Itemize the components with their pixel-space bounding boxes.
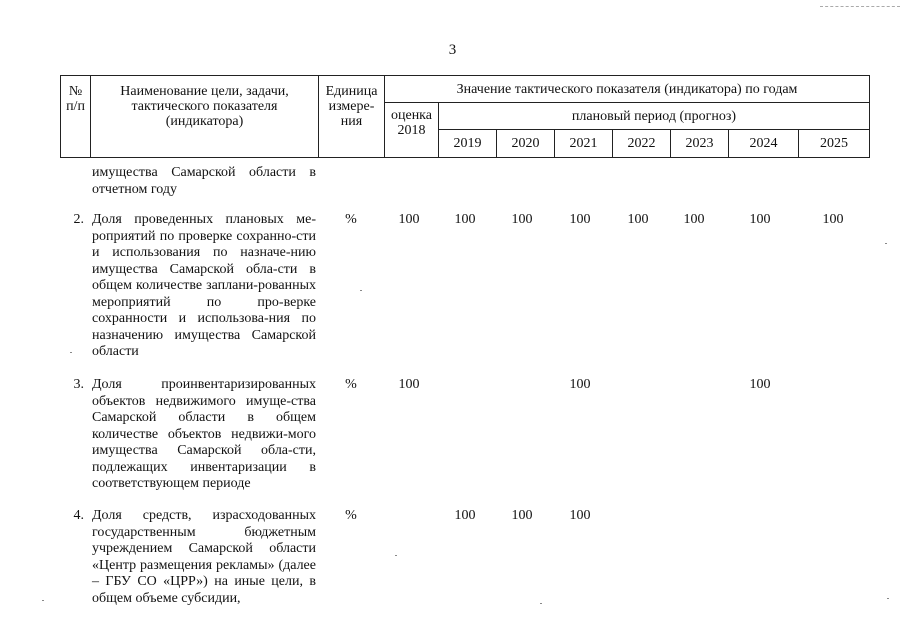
- row-unit: %: [345, 377, 357, 392]
- page-number: 3: [448, 42, 457, 58]
- row-value-2021: 100: [569, 508, 591, 523]
- header-year-2022: 2022: [613, 130, 671, 158]
- row-value-2021: 100: [569, 377, 591, 392]
- header-year-2019: 2019: [439, 130, 497, 158]
- row-value-estimate-2018: 100: [398, 377, 420, 392]
- row-value-2025: 100: [822, 212, 844, 227]
- scan-speck: [360, 290, 362, 291]
- row-value-2022: 100: [627, 212, 649, 227]
- scan-speck: [70, 352, 72, 353]
- scan-speck: [885, 243, 887, 244]
- header-num: № п/п: [61, 76, 91, 158]
- scan-speck: [395, 555, 397, 556]
- row-indicator-name: Доля проинвентаризированных объектов недвижимого имуще-ства Самарской области в общем количестве объектов недвижи-мого имущества Самарской обла-сти, подлежащих инвентаризации в соответствующем периоде: [92, 377, 316, 491]
- row-value-2019: 100: [454, 212, 476, 227]
- row-indicator-name: Доля средств, израсходованных государственным бюджетным учреждением Самарской области «Центр размещения рекламы» (далее – ГБУ СО «ЦРР») на иные цели, в общем объеме субсидии,: [92, 508, 316, 606]
- row-value-2020: 100: [511, 212, 533, 227]
- header-planned-period: плановый период (прогноз): [439, 103, 870, 130]
- scan-speck: [887, 598, 889, 599]
- header-year-2025: 2025: [799, 130, 870, 158]
- row-value-2024: 100: [749, 212, 771, 227]
- indicator-table-header: [60, 75, 870, 158]
- header-year-2021: 2021: [555, 130, 613, 158]
- row-value-estimate-2018: 100: [398, 212, 420, 227]
- row-indicator-name: имущества Самарской области в отчетном году: [92, 165, 316, 197]
- header-year-2023: 2023: [671, 130, 729, 158]
- header-name: Наименование цели, задачи, тактического показателя (индикатора): [91, 76, 319, 158]
- header-year-2020: 2020: [497, 130, 555, 158]
- row-number: 3.: [73, 377, 84, 392]
- header-year-2024: 2024: [729, 130, 799, 158]
- header-unit: Единица измере- ния: [319, 76, 385, 158]
- row-value-2023: 100: [683, 212, 705, 227]
- row-number: 2.: [73, 212, 84, 227]
- row-value-2021: 100: [569, 212, 591, 227]
- header-values-by-year: Значение тактического показателя (индикатора) по годам: [385, 76, 870, 103]
- scan-edge-mark: [820, 6, 900, 7]
- row-value-2019: 100: [454, 508, 476, 523]
- scan-speck: [540, 603, 542, 604]
- row-number: 4.: [73, 508, 84, 523]
- row-value-2020: 100: [511, 508, 533, 523]
- row-unit: %: [345, 508, 357, 523]
- row-value-2024: 100: [749, 377, 771, 392]
- scan-speck: [42, 600, 44, 601]
- row-unit: %: [345, 212, 357, 227]
- row-indicator-name: Доля проведенных плановых ме-роприятий по проверке сохранно-сти и использования по назначе-нию имущества Самарской обла-сти в общем количестве заплани-рованных мероприятий по про-верке сохранности и использова-ния по назначению имущества Самарской области: [92, 212, 316, 359]
- header-estimate-2018: оценка 2018: [385, 103, 439, 158]
